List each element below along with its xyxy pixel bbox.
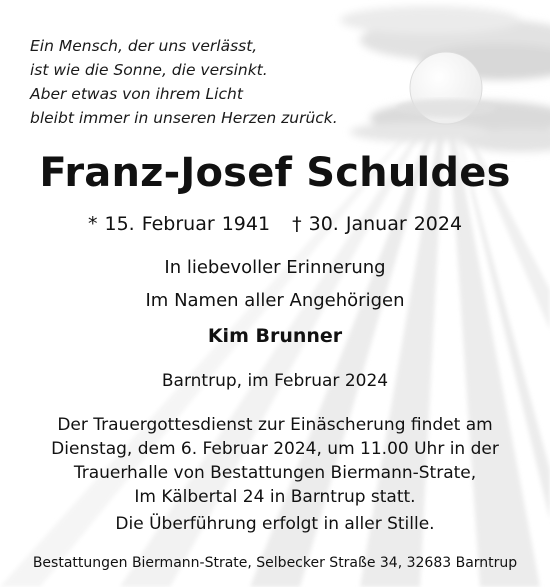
- remembrance-line: In liebevoller Erinnerung: [164, 257, 386, 278]
- birth-date: * 15. Februar 1941: [87, 213, 271, 235]
- place-date: Barntrup, im Februar 2024: [161, 371, 389, 391]
- service-line: Dienstag, dem 6. Februar 2024, um 11.00 Uhr in der: [51, 439, 499, 459]
- signer-name: Kim Brunner: [207, 325, 343, 347]
- death-date: † 30. Januar 2024: [292, 213, 463, 235]
- poem-line: Ein Mensch, der uns verlässt,: [30, 37, 258, 55]
- transfer-note: Die Überführung erfolgt in aller Stille.: [115, 514, 435, 534]
- deceased-name: Franz-Josef Schuldes: [39, 150, 511, 196]
- poem-line: ist wie die Sonne, die versinkt.: [30, 61, 268, 79]
- service-info: [0, 413, 550, 509]
- service-line: Im Kälbertal 24 in Barntrup statt.: [134, 487, 416, 507]
- funeral-home-footer: Bestattungen Biermann-Strate, Selbecker Straße 34, 32683 Barntrup: [32, 555, 518, 571]
- service-line: Trauerhalle von Bestattungen Biermann-Strate,: [73, 463, 477, 483]
- service-line: Der Trauergottesdienst zur Einäscherung findet am: [57, 415, 493, 435]
- life-dates: [0, 213, 550, 235]
- poem-line: Aber etwas von ihrem Licht: [30, 85, 243, 103]
- family-line: Im Namen aller Angehörigen: [145, 290, 405, 311]
- poem: [30, 34, 338, 130]
- poem-line: bleibt immer in unseren Herzen zurück.: [30, 109, 338, 127]
